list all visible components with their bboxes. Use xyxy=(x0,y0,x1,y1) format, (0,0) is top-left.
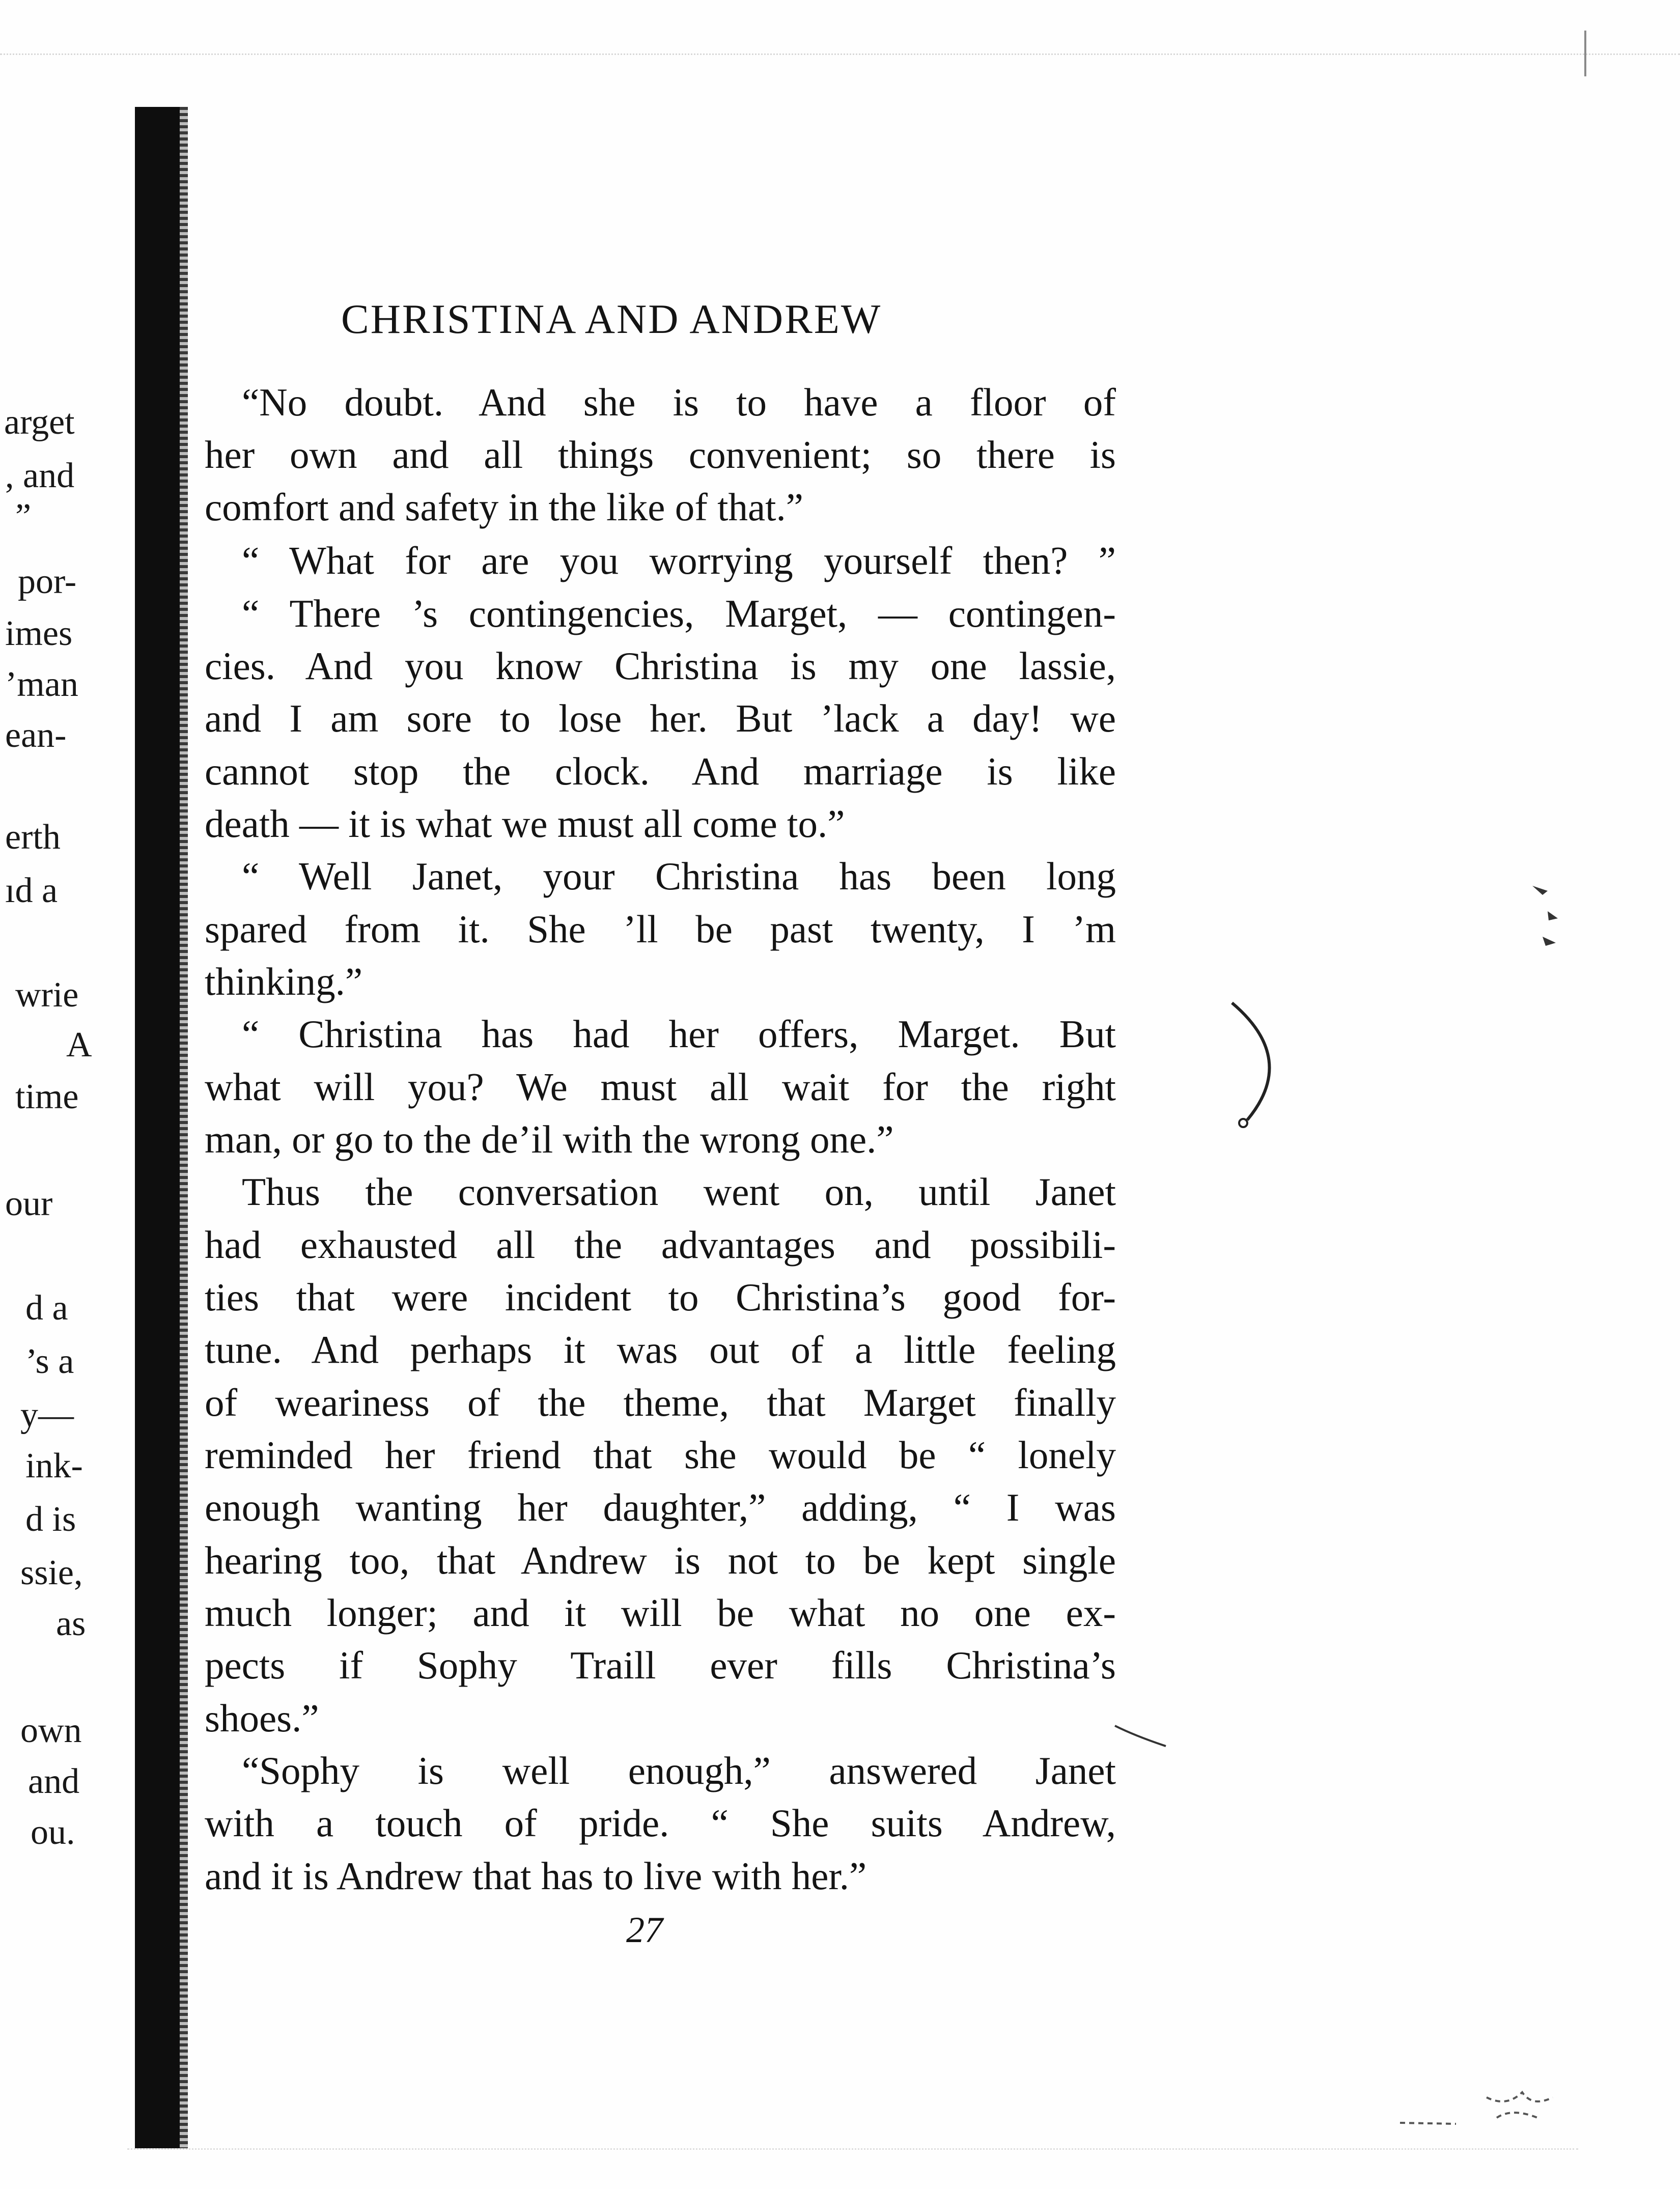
facing-line: as xyxy=(56,1604,86,1643)
stray-bracket-mark xyxy=(1212,998,1303,1130)
text-line: thinking.” xyxy=(205,960,363,1003)
text-line: enough wanting her daughter,” adding, “ I was xyxy=(205,1485,1116,1529)
text-line: cies. And you know Christina is my one lassie, xyxy=(205,644,1116,688)
text-line: her own and all things convenient; so there is xyxy=(205,433,1116,476)
facing-line: ’man xyxy=(5,665,78,704)
text-line: “ There ’s contingencies, Marget, — contingen- xyxy=(242,592,1116,635)
scan-right-edge-mark xyxy=(1584,31,1586,76)
facing-line: own xyxy=(20,1711,82,1750)
facing-line: A xyxy=(66,1025,92,1064)
ink-speck-cluster xyxy=(1527,876,1588,962)
text-line: shoes.” xyxy=(205,1696,319,1740)
facing-line: erth xyxy=(5,818,61,857)
text-line: what will you? We must all wait for the right xyxy=(205,1065,1116,1109)
facing-page-fragment xyxy=(0,0,117,2189)
book-spine-edge xyxy=(180,107,188,2148)
text-line: tune. And perhaps it was out of a little feeling xyxy=(205,1328,1116,1371)
facing-line: arget xyxy=(4,403,75,442)
text-line: reminded her friend that she would be “ lonely xyxy=(205,1433,1116,1477)
book-spine-shadow xyxy=(135,107,180,2148)
text-line: spared from it. She ’ll be past twenty, I ’m xyxy=(205,907,1116,951)
text-line: Thus the conversation went on, until Janet xyxy=(242,1170,1116,1214)
text-line: man, or go to the de’il with the wrong one.” xyxy=(205,1117,894,1161)
text-line: of weariness of the theme, that Marget finally xyxy=(205,1381,1116,1424)
facing-line: and xyxy=(28,1762,80,1801)
facing-line: ean- xyxy=(5,716,67,755)
text-line: had exhausted all the advantages and possibili- xyxy=(205,1223,1116,1267)
running-header: CHRISTINA AND ANDREW xyxy=(341,296,882,342)
text-line: much longer; and it will be what no one ex- xyxy=(205,1591,1116,1635)
text-line: “ What for are you worrying yourself then? ” xyxy=(242,539,1116,582)
facing-line: ssie, xyxy=(20,1553,83,1592)
facing-line: ” xyxy=(15,497,32,536)
page-number: 27 xyxy=(626,1910,663,1950)
text-line: death — it is what we must all come to.” xyxy=(205,802,845,846)
text-line: ties that were incident to Christina’s good for- xyxy=(205,1275,1116,1319)
facing-line: por- xyxy=(18,562,77,601)
facing-line: our xyxy=(5,1184,53,1223)
facing-line: ink- xyxy=(25,1446,83,1485)
text-line: “ Christina has had her offers, Marget. But xyxy=(242,1012,1116,1056)
facing-line: d a xyxy=(25,1288,68,1328)
text-line: “No doubt. And she is to have a floor of xyxy=(242,380,1116,424)
facing-line: imes xyxy=(5,614,73,653)
text-line: and I am sore to lose her. But ’lack a day! we xyxy=(205,696,1116,740)
text-line: comfort and safety in the like of that.” xyxy=(205,485,803,529)
text-line: cannot stop the clock. And marriage is like xyxy=(205,749,1116,793)
scan-top-edge xyxy=(0,53,1680,56)
facing-line: wrie xyxy=(15,975,79,1015)
text-line: “ Well Janet, your Christina has been long xyxy=(242,854,1116,898)
facing-line: ıd a xyxy=(5,871,58,910)
facing-line: ou. xyxy=(31,1813,75,1852)
facing-line: ’s a xyxy=(25,1342,74,1381)
text-line: and it is Andrew that has to live with her.” xyxy=(205,1854,867,1898)
facing-line: time xyxy=(15,1077,79,1116)
ink-scribble-bottom-right xyxy=(1395,2057,1558,2138)
facing-line: d is xyxy=(25,1500,76,1539)
stray-dash-mark xyxy=(1110,1716,1171,1756)
text-line: hearing too, that Andrew is not to be kept single xyxy=(205,1538,1116,1582)
facing-line: y— xyxy=(20,1395,74,1435)
text-line: with a touch of pride. “ She suits Andrew, xyxy=(205,1801,1116,1845)
text-line: pects if Sophy Traill ever fills Christina’s xyxy=(205,1643,1116,1687)
facing-line: , and xyxy=(5,456,75,495)
scan-bottom-edge xyxy=(127,2148,1578,2151)
text-line: “Sophy is well enough,” answered Janet xyxy=(242,1749,1116,1792)
